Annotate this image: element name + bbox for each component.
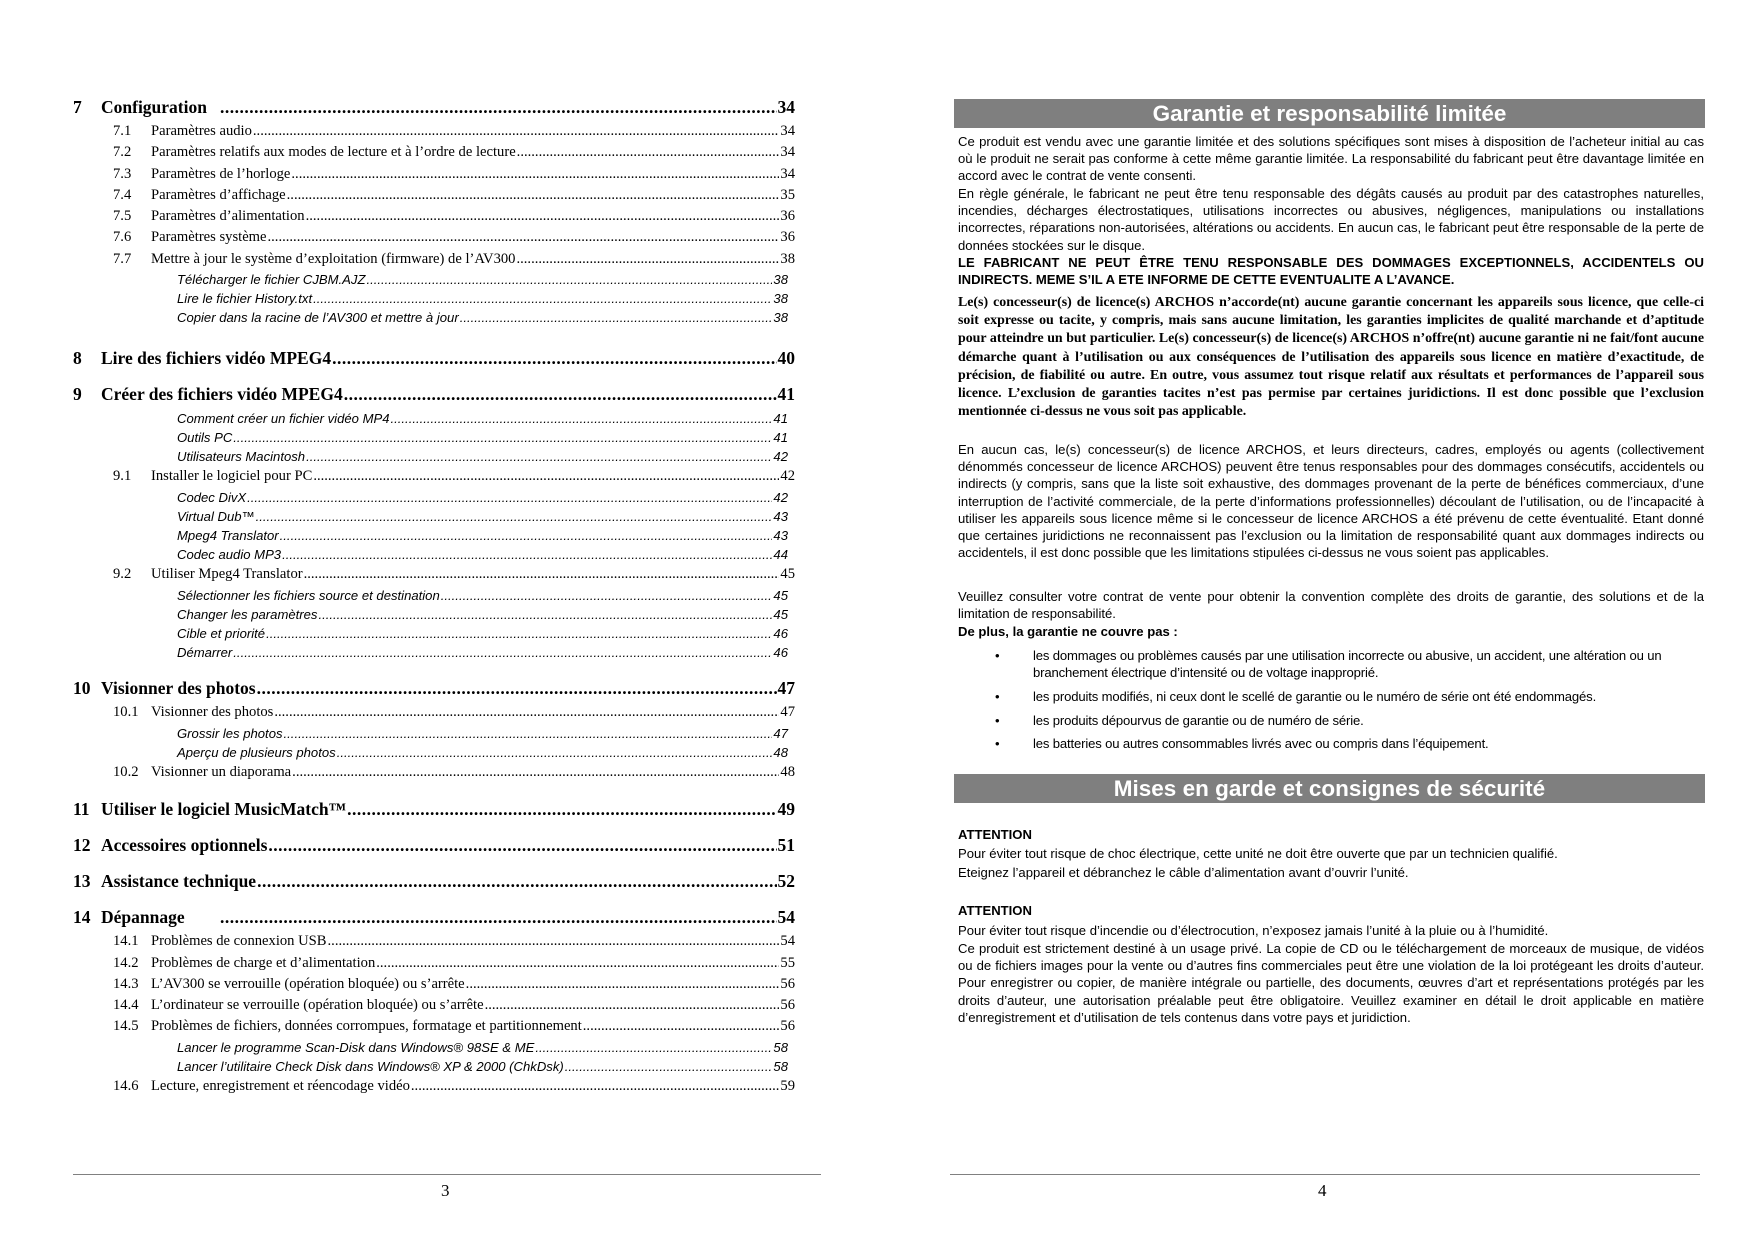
toc-topic[interactable]: Lire le fichier History.txt ..... 38 [177, 291, 788, 310]
toc-chapter-10[interactable]: 10 Visionner des photos ..... 47 [73, 678, 795, 700]
liability-paragraph: En aucun cas, le(s) concesseur(s) de licence ARCHOS, et leurs directeurs, cadres, employés ou agents (collectivement dénommés concesseur de licence ARCHOS) peuvent être tenus responsables pour des dommages consécutifs, accidentels ou indirects (y compris, sans que la liste soit exhaustive, des dommages provenant de la perte de bénéfices commerciaux, d’une interruption de l’activité commerciale, de la perte d’informations professionnelles) découlant de l’utilisation, ou de l’incapacité à utiliser les appareils sous licence même si le concesseur de licence ARCHOS a été prévenu de cette éventualité. Etant donné que certaines juridictions ne reconnaissent pas l’exclusion ou la limitation de responsabilité quant aux dommages indirects ou accidentels, il est donc possible que les limitations stipulées ci-dessus ne vous soient pas applicables. [958, 442, 1704, 561]
toc-chapter-12[interactable]: 12 Accessoires optionnels ..... 51 [73, 835, 795, 857]
list-item: • les dommages ou problèmes causés par une utilisation incorrecte ou abusive, un accident, une altération ou un branchement électrique d’intensité ou de voltage inapproprié. [995, 648, 1662, 681]
toc-section-10-2[interactable]: 10.2 Visionner un diaporama ..... 48 [113, 764, 795, 785]
toc-topic[interactable]: Démarrer ..... 46 [177, 645, 788, 664]
page-number: 3 [441, 1181, 450, 1200]
toc-section-14-1[interactable]: 14.1 Problèmes de connexion USB ..... 54 [113, 933, 795, 954]
license-paragraph: Le(s) concesseur(s) de licence(s) ARCHOS n’accorde(nt) aucune garantie concernant les appareils sous licence, que celle-ci soit expresse ou tacite, y compris, mais sans aucune limitation, les garanties implicites de qualité marchande et d’aptitude pour atteindre un but particulier. Le(s) concesseur(s) de licence(s) ARCHOS n’offre(nt) aucune garantie ni ne fait/font aucune démarche quant à l’utilisation ou aux conséquences de l’utilisation des appareils sous licence en matière d’exactitude, de précision, de fiabilité ou autre. En outre, vous assumez tout risque relatif aux résultats et performances de l’appareil sous licence. L’exclusion de garanties tacites n’est pas permise par certaines juridictions. Il est donc possible que l’exclusion mentionnée ci-dessus ne vous soit pas applicable. [958, 295, 1704, 420]
page-number: 4 [1318, 1181, 1327, 1200]
toc-topic[interactable]: Lancer le programme Scan-Disk dans Windows® 98SE & ME ..... 58 [177, 1040, 788, 1059]
toc-section-14-4[interactable]: 14.4 L’ordinateur se verrouille (opération bloquée) ou s’arrête ..... 56 [113, 997, 795, 1018]
toc-topic[interactable]: Codec audio MP3 ..... 44 [177, 547, 788, 566]
toc-section-14-2[interactable]: 14.2 Problèmes de charge et d’alimentation ..... 55 [113, 955, 795, 976]
toc-chapter-7[interactable]: 7 Configuration ..... 34 [73, 97, 795, 119]
toc-section-7-3[interactable]: 7.3 Paramètres de l’horloge ..... 34 [113, 166, 795, 187]
list-item: • les batteries ou autres consommables livrés avec ou compris dans l’équipement. [995, 736, 1489, 752]
contract-paragraph: Veuillez consulter votre contrat de vente pour obtenir la convention complète des droits de garantie, des solutions et de la limitation de responsabilité. [958, 589, 1704, 622]
footer-divider [73, 1174, 821, 1175]
toc-chapter-13[interactable]: 13 Assistance technique ..... 52 [73, 871, 795, 893]
toc-section-9-1[interactable]: 9.1 Installer le logiciel pour PC ..... 42 [113, 468, 795, 489]
warranty-paragraph: Ce produit est vendu avec une garantie limitée et des solutions spécifiques sont mises à disposition de l’acheteur initial au cas où le produit ne serait pas conforme à cette même garantie limitée. La responsabilité du fabricant peut être davantage limitée en accord avec le contrat de vente consenti. [958, 134, 1704, 184]
toc-section-7-5[interactable]: 7.5 Paramètres d’alimentation ..... 36 [113, 208, 795, 229]
toc-chapter-9[interactable]: 9 Créer des fichiers vidéo MPEG4 ..... 41 [73, 384, 795, 406]
toc-topic[interactable]: Mpeg4 Translator ..... 43 [177, 528, 788, 547]
list-item: • les produits modifiés, ni ceux dont le scellé de garantie ou le numéro de série ont été endommagés. [995, 688, 1597, 704]
toc-topic[interactable]: Comment créer un fichier vidéo MP4 ..... 41 [177, 411, 788, 430]
toc-topic[interactable]: Utilisateurs Macintosh ..... 42 [177, 449, 788, 468]
attention-label: ATTENTION [958, 827, 1032, 842]
toc-topic[interactable]: Copier dans la racine de l’AV300 et mettre à jour ..... 38 [177, 310, 788, 329]
toc-topic[interactable]: Aperçu de plusieurs photos ..... 48 [177, 745, 788, 764]
toc-topic[interactable]: Télécharger le fichier CJBM.AJZ ..... 38 [177, 272, 788, 291]
safety-line: Eteignez l’appareil et débranchez le câble d’alimentation avant d’ouvrir l’unité. [958, 865, 1409, 880]
warranty-disclaimer: LE FABRICANT NE PEUT ÊTRE TENU RESPONSABLE DES DOMMAGES EXCEPTIONNELS, ACCIDENTELS OU INDIRECTS. MEME S’IL A ETE INFORME DE CETTE EVENTUALITE A L’AVANCE. [958, 255, 1704, 288]
list-item: • les produits dépourvus de garantie ou de numéro de série. [995, 712, 1364, 728]
toc-section-7-1[interactable]: 7.1 Paramètres audio ..... 34 [113, 123, 795, 144]
toc-section-7-4[interactable]: 7.4 Paramètres d’affichage ..... 35 [113, 187, 795, 208]
toc-section-7-7[interactable]: 7.7 Mettre à jour le système d’exploitation (firmware) de l’AV300 ..... 38 [113, 251, 795, 272]
toc-topic[interactable]: Outils PC ..... 41 [177, 430, 788, 449]
not-covered-list [958, 647, 1704, 759]
toc-topic[interactable]: Lancer l’utilitaire Check Disk dans Windows® XP & 2000 (ChkDsk) ..... 58 [177, 1059, 788, 1078]
not-covered-label: De plus, la garantie ne couvre pas : [958, 624, 1178, 639]
toc-topic[interactable]: Cible et priorité ..... 46 [177, 626, 788, 645]
toc-section-7-2[interactable]: 7.2 Paramètres relatifs aux modes de lecture et à l’ordre de lecture ..... 34 [113, 144, 795, 165]
copyright-paragraph: Ce produit est strictement destiné à un usage privé. La copie de CD ou le téléchargement de morceaux de musique, de vidéos ou de fichiers images pour la vente ou d’autres fins commerciales peut être une violation de la loi protégeant les droits d’auteur. Pour enregistrer ou copier, de manière intégrale ou partielle, des documents, œuvres d’art et représentations protégés par les droits d’auteur, une autorisation préalable peut être obligatoire. Veuillez examiner en détail le droit applicable en matière d’enregistrement et d’utilisation de tels contenus dans votre pays et juridiction. [958, 941, 1704, 1025]
warranty-heading: Garantie et responsabilité limitée [954, 99, 1705, 128]
safety-line: Pour éviter tout risque de choc électrique, cette unité ne doit être ouverte que par un technicien qualifié. [958, 846, 1558, 861]
table-of-contents [73, 97, 795, 1099]
toc-chapter-8[interactable]: 8 Lire des fichiers vidéo MPEG4 ..... 40 [73, 348, 795, 370]
toc-topic[interactable]: Virtual Dub™ ..... 43 [177, 509, 788, 528]
safety-line: Pour éviter tout risque d’incendie ou d’électrocution, n’exposez jamais l’unité à la pluie ou à l’humidité. [958, 923, 1549, 938]
toc-chapter-11[interactable]: 11 Utiliser le logiciel MusicMatch™ ..... 49 [73, 799, 795, 821]
footer-divider [950, 1174, 1700, 1175]
toc-section-9-2[interactable]: 9.2 Utiliser Mpeg4 Translator ..... 45 [113, 566, 795, 587]
safety-heading: Mises en garde et consignes de sécurité [954, 774, 1705, 803]
toc-section-14-6[interactable]: 14.6 Lecture, enregistrement et réencodage vidéo ..... 59 [113, 1078, 795, 1099]
toc-section-10-1[interactable]: 10.1 Visionner des photos ..... 47 [113, 704, 795, 725]
toc-chapter-14[interactable]: 14 Dépannage ..... 54 [73, 907, 795, 929]
toc-topic[interactable]: Changer les paramètres ..... 45 [177, 607, 788, 626]
attention-label: ATTENTION [958, 903, 1032, 918]
toc-topic[interactable]: Codec DivX ..... 42 [177, 490, 788, 509]
toc-section-14-5[interactable]: 14.5 Problèmes de fichiers, données corrompues, formatage et partitionnement ..... 56 [113, 1018, 795, 1039]
toc-section-14-3[interactable]: 14.3 L’AV300 se verrouille (opération bloquée) ou s’arrête ..... 56 [113, 976, 795, 997]
warranty-paragraph: En règle générale, le fabricant ne peut être tenu responsable des dégâts causés au produit par des catastrophes naturelles, incendies, décharges électrostatiques, utilisations incorrectes ou abusives, négligences, manipulations ou installations incorrectes, réparations non-autorisées, altérations ou accidents. En aucun cas, le fabricant peut être responsable de la perte de données stockées sur le disque. [958, 186, 1704, 253]
toc-topic[interactable]: Grossir les photos ..... 47 [177, 726, 788, 745]
toc-section-7-6[interactable]: 7.6 Paramètres système ..... 36 [113, 229, 795, 250]
toc-topic[interactable]: Sélectionner les fichiers source et destination ..... 45 [177, 588, 788, 607]
